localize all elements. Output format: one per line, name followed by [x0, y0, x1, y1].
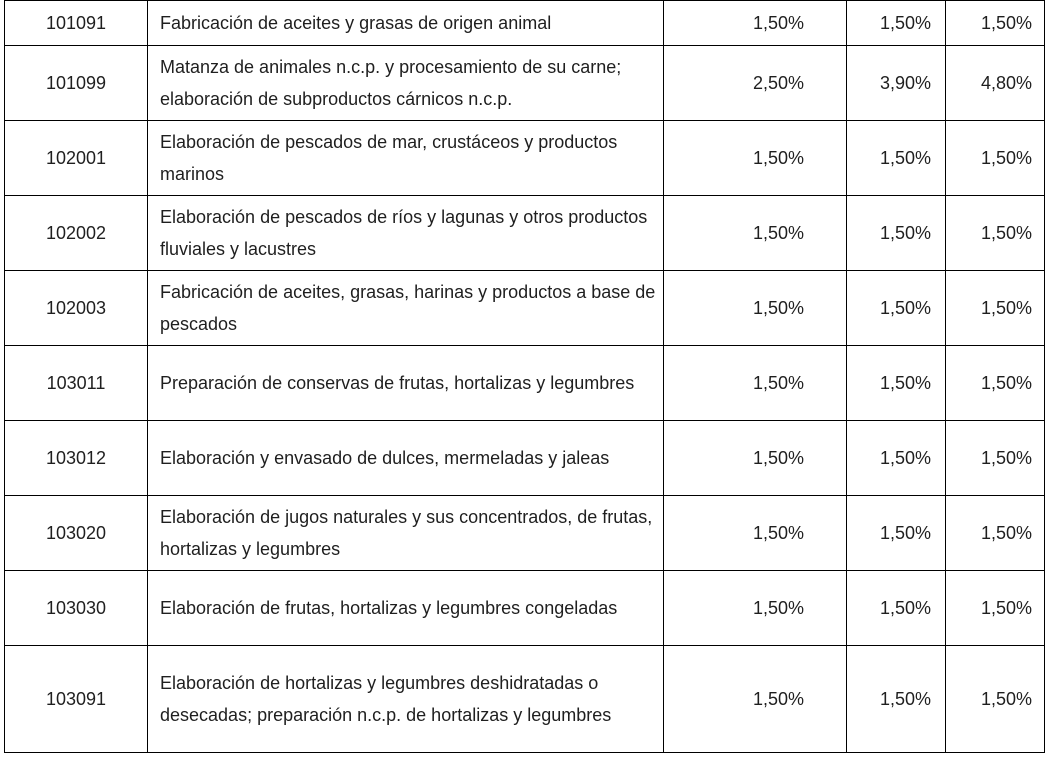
- activity-rates-table: [4, 0, 1045, 753]
- activity-code-cell: 103011: [5, 346, 148, 421]
- table-row: [5, 421, 1045, 496]
- rate-column-3-cell: 1,50%: [946, 196, 1045, 271]
- table-row: [5, 271, 1045, 346]
- table-row: [5, 496, 1045, 571]
- rate-column-3-cell: 4,80%: [946, 46, 1045, 121]
- rate-column-1-cell: 2,50%: [664, 46, 847, 121]
- rate-column-1-cell: 1,50%: [664, 421, 847, 496]
- table-row: [5, 571, 1045, 646]
- table-row: [5, 1, 1045, 46]
- rate-column-1-cell: 1,50%: [664, 1, 847, 46]
- activity-description-cell: Preparación de conservas de frutas, hortalizas y legumbres: [148, 346, 664, 421]
- rate-column-2-cell: 3,90%: [847, 46, 946, 121]
- rate-column-1-cell: 1,50%: [664, 121, 847, 196]
- activity-code-cell: 101099: [5, 46, 148, 121]
- activity-code-cell: 102002: [5, 196, 148, 271]
- rate-column-2-cell: 1,50%: [847, 1, 946, 46]
- table-row: [5, 646, 1045, 753]
- rate-column-3-cell: 1,50%: [946, 346, 1045, 421]
- rate-column-1-cell: 1,50%: [664, 571, 847, 646]
- rate-column-3-cell: 1,50%: [946, 271, 1045, 346]
- rate-column-3-cell: 1,50%: [946, 121, 1045, 196]
- rate-column-1-cell: 1,50%: [664, 271, 847, 346]
- rate-column-1-cell: 1,50%: [664, 646, 847, 753]
- activity-code-cell: 103091: [5, 646, 148, 753]
- table-row: [5, 346, 1045, 421]
- activity-description-cell: Fabricación de aceites y grasas de origen animal: [148, 1, 664, 46]
- activity-description-cell: Elaboración y envasado de dulces, mermeladas y jaleas: [148, 421, 664, 496]
- activity-description-cell: Elaboración de pescados de mar, crustáceos y productos marinos: [148, 121, 664, 196]
- activity-description-cell: Elaboración de pescados de ríos y lagunas y otros productos fluviales y lacustres: [148, 196, 664, 271]
- rate-column-3-cell: 1,50%: [946, 1, 1045, 46]
- rate-column-2-cell: 1,50%: [847, 121, 946, 196]
- activity-description-cell: Elaboración de jugos naturales y sus concentrados, de frutas, hortalizas y legumbres: [148, 496, 664, 571]
- activity-description-cell: Elaboración de hortalizas y legumbres deshidratadas o desecadas; preparación n.c.p. de hortalizas y legumbres: [148, 646, 664, 753]
- rate-column-3-cell: 1,50%: [946, 646, 1045, 753]
- rate-column-2-cell: 1,50%: [847, 571, 946, 646]
- rate-column-2-cell: 1,50%: [847, 196, 946, 271]
- rate-column-2-cell: 1,50%: [847, 496, 946, 571]
- activity-code-cell: 102003: [5, 271, 148, 346]
- table-row: [5, 196, 1045, 271]
- rate-column-2-cell: 1,50%: [847, 646, 946, 753]
- rate-column-2-cell: 1,50%: [847, 271, 946, 346]
- rate-column-1-cell: 1,50%: [664, 496, 847, 571]
- activity-description-cell: Elaboración de frutas, hortalizas y legumbres congeladas: [148, 571, 664, 646]
- rate-column-3-cell: 1,50%: [946, 421, 1045, 496]
- rate-column-1-cell: 1,50%: [664, 196, 847, 271]
- rate-column-1-cell: 1,50%: [664, 346, 847, 421]
- table-row: [5, 46, 1045, 121]
- activity-code-cell: 101091: [5, 1, 148, 46]
- activity-code-cell: 103020: [5, 496, 148, 571]
- rate-column-3-cell: 1,50%: [946, 496, 1045, 571]
- table-body: [5, 1, 1045, 753]
- activity-code-cell: 103030: [5, 571, 148, 646]
- activity-code-cell: 102001: [5, 121, 148, 196]
- activity-description-cell: Fabricación de aceites, grasas, harinas y productos a base de pescados: [148, 271, 664, 346]
- rate-column-2-cell: 1,50%: [847, 421, 946, 496]
- table-row: [5, 121, 1045, 196]
- activity-description-cell: Matanza de animales n.c.p. y procesamiento de su carne; elaboración de subproductos cárnicos n.c.p.: [148, 46, 664, 121]
- rate-column-3-cell: 1,50%: [946, 571, 1045, 646]
- rate-column-2-cell: 1,50%: [847, 346, 946, 421]
- activity-code-cell: 103012: [5, 421, 148, 496]
